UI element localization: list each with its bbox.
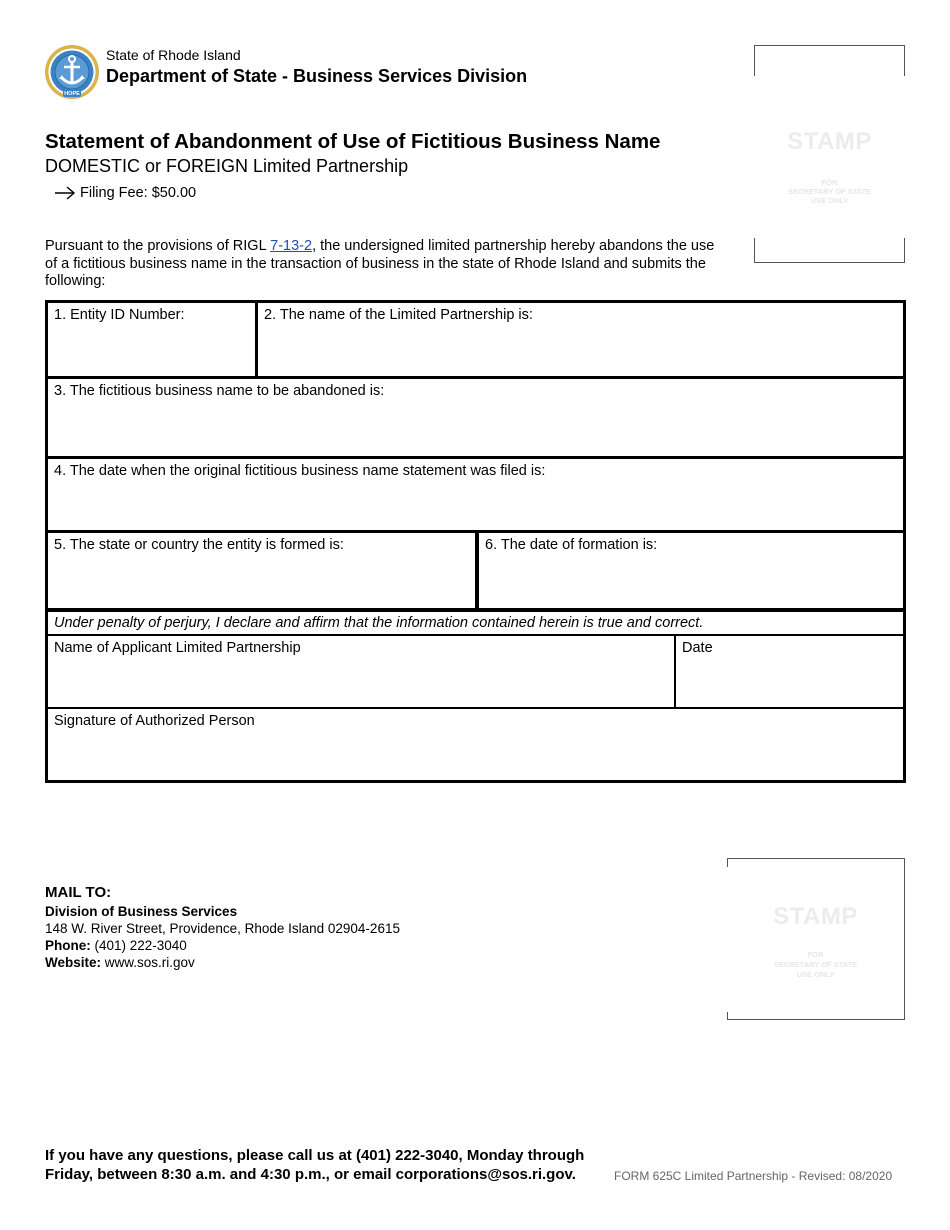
questions-note (45, 1146, 584, 1184)
website-url: www.sos.ri.gov (101, 955, 195, 970)
stamp-box-top (754, 45, 905, 263)
phone-label: Phone: (45, 938, 91, 953)
declaration-text: Under penalty of perjury, I declare and affirm that the information contained herein is true and correct. (54, 615, 704, 631)
mail-website (45, 954, 400, 971)
stamp-label-bottom: STAMP (773, 903, 858, 930)
form-subtitle: DOMESTIC or FOREIGN Limited Partnership (45, 156, 409, 176)
applicant-name-field[interactable] (48, 636, 674, 707)
state-country-field[interactable] (48, 533, 475, 608)
state-country-label: 5. The state or country the entity is formed is: (54, 537, 344, 553)
filing-fee (54, 185, 196, 201)
stamp-sub-line2: SECRETARY OF STATE (787, 187, 872, 196)
department-name: Department of State - Business Services Division (106, 66, 528, 86)
mail-to-block (45, 884, 400, 971)
entity-id-label: 1. Entity ID Number: (54, 307, 185, 323)
state-name: State of Rhode Island (106, 47, 241, 63)
form-title: Statement of Abandonment of Use of Fictitious Business Name (45, 130, 661, 153)
form-revision: FORM 625C Limited Partnership - Revised: 08/2020 (614, 1169, 893, 1183)
stamp-sub-bottom-line1: FOR (807, 950, 824, 959)
fictitious-name-label: 3. The fictitious business name to be abandoned is: (54, 383, 385, 399)
lp-name-field[interactable] (258, 303, 903, 376)
stamp-label: STAMP (787, 128, 872, 155)
website-label: Website: (45, 955, 102, 970)
stamp-sub-line1: FOR (821, 178, 838, 187)
stamp-sub-line3: USE ONLY (810, 196, 849, 205)
questions-line-1: If you have any questions, please call us at (401) 222-3040, Monday through (45, 1147, 585, 1164)
lp-name-label: 2. The name of the Limited Partnership is: (264, 307, 533, 323)
phone-number: (401) 222-3040 (90, 938, 187, 953)
seal-motto: HOPE (64, 91, 80, 97)
stamp-sub-bottom-line2: SECRETARY OF STATE (773, 960, 858, 969)
form-table (45, 300, 906, 783)
filing-fee-text: Filing Fee: $50.00 (80, 185, 197, 201)
intro-text-start: Pursuant to the provisions of RIGL (45, 238, 271, 254)
entity-id-field[interactable] (48, 303, 255, 376)
intro-text-end: , the undersigned limited partnership hereby abandons the use of a fictitious business name in the transaction of business in the state of Rhode Island and submits the following: (45, 238, 715, 289)
signature-field[interactable] (48, 709, 903, 780)
date-label: Date (682, 640, 713, 656)
formation-date-field[interactable] (479, 533, 903, 608)
original-date-field[interactable] (48, 459, 903, 530)
rigl-link[interactable]: 7-13-2 (270, 238, 313, 254)
mail-phone (45, 937, 400, 954)
date-field[interactable] (676, 636, 903, 707)
questions-line-2: Friday, between 8:30 a.m. and 4:30 p.m., or email corporations@sos.ri.gov. (45, 1166, 576, 1183)
state-seal-icon (44, 44, 100, 100)
formation-date-label: 6. The date of formation is: (485, 537, 658, 553)
stamp-sub-bottom-line3: USE ONLY (796, 970, 835, 979)
mail-division: Division of Business Services (45, 904, 238, 919)
applicant-name-label: Name of Applicant Limited Partnership (54, 640, 301, 656)
arrow-right-icon (54, 186, 76, 200)
perjury-declaration (48, 612, 903, 634)
stamp-box-bottom (727, 858, 905, 1020)
mail-heading: MAIL TO: (45, 884, 112, 901)
signature-label: Signature of Authorized Person (54, 713, 255, 729)
intro-paragraph (45, 238, 725, 291)
original-date-label: 4. The date when the original fictitious business name statement was filed is: (54, 463, 546, 479)
fictitious-name-field[interactable] (48, 379, 903, 456)
mail-address: 148 W. River Street, Providence, Rhode Island 02904-2615 (45, 921, 400, 936)
